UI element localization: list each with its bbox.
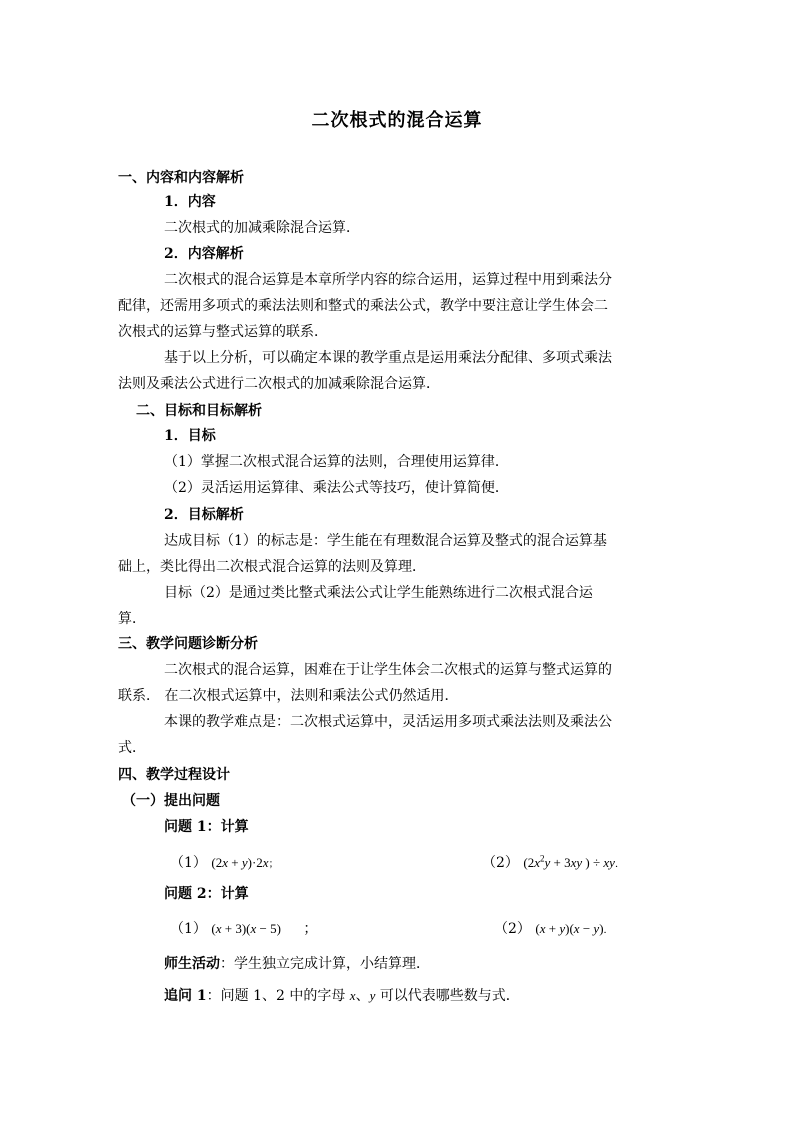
section-heading-2: 二、目标和目标解析 — [136, 403, 262, 419]
paragraph-line: 目标（2）是通过类比整式乘法公式让学生能熟练进行二次根式混合运 — [164, 585, 593, 601]
item-number: （2） — [482, 855, 519, 871]
question-1-label-text: 问题 1：计算 — [164, 819, 249, 835]
question-2-item-2: （2） (x + y)(x − y)． — [494, 921, 614, 937]
formula: (x + 3)(x − 5) — [211, 921, 281, 936]
question-2-label-text: 问题 2：计算 — [164, 886, 249, 902]
section-heading-4: 四、教学过程设计 — [118, 767, 230, 783]
goal-item-1: （1）掌握二次根式混合运算的法则，合理使用运算律． — [164, 454, 509, 470]
paragraph-line: 达成目标（1）的标志是：学生能在有理数混合运算及整式的混合运算基 — [164, 533, 607, 549]
item-number: （1） — [170, 921, 207, 937]
item-number: （1） — [170, 855, 207, 871]
paragraph-line: 本课的教学难点是：二次根式运算中，灵活运用多项式乘法法则及乘法公 — [164, 714, 612, 730]
follow-up-text-b: 可以代表哪些数与式． — [379, 988, 520, 1004]
paragraph-line: 础上，类比得出二次根式混合运算的法则及算理． — [118, 559, 426, 575]
formula: (x + y)(x − y) — [535, 921, 604, 936]
question-1-item-2: （2） ($2x^2y + 3xy$ ) ÷ xy． — [482, 853, 625, 871]
paragraph-line: 式． — [118, 740, 146, 756]
subheading-goal: 1．目标 — [164, 428, 216, 444]
goal-item-2: （2）灵活运用运算律、乘法公式等技巧，使计算简便． — [164, 480, 509, 496]
paragraph-line: 基于以上分析，可以确定本课的教学重点是运用乘法分配律、多项式乘法 — [164, 350, 612, 366]
section-heading-1: 一、内容和内容解析 — [118, 170, 244, 186]
paragraph-line: 二次根式的混合运算，困难在于让学生体会二次根式的运算与整式运算的 — [164, 662, 612, 678]
paragraph-line: 二次根式的混合运算是本章所学内容的综合运用，运算过程中用到乘法分 — [164, 272, 612, 288]
subheading-goal-analysis: 2．目标解析 — [164, 507, 244, 523]
teacher-student-activity — [164, 954, 430, 974]
item-number: （2） — [494, 921, 531, 937]
paragraph-line: 配律，还需用多项式的乘法法则和整式的乘法公式，教学中要注意让学生体会二 — [118, 298, 608, 314]
section-heading-3: 三、教学问题诊断分析 — [118, 636, 258, 652]
subheading-raise-question: （一）提出问题 — [122, 793, 220, 809]
question-1-label — [164, 817, 249, 837]
variable-y: y — [369, 988, 376, 1003]
subheading-content-analysis: 2．内容解析 — [164, 246, 244, 262]
activity-label: 师生活动 — [164, 956, 220, 972]
paragraph-line: 算． — [118, 611, 146, 627]
paragraph-line: 次根式的运算与整式运算的联系． — [118, 324, 328, 340]
separator: 、 — [355, 988, 370, 1004]
question-1-item-1: （1） (2x + y)·2x； — [170, 855, 279, 871]
paragraph-line: 法则及乘法公式进行二次根式的加减乘除混合运算． — [118, 376, 440, 392]
activity-text: ：学生独立完成计算，小结算理． — [220, 956, 430, 972]
follow-up-text-a: ：问题 1、2 中的字母 — [206, 988, 346, 1004]
document-title: 二次根式的混合运算 — [311, 110, 483, 131]
paragraph-line: 联系． 在二次根式运算中，法则和乘法公式仍然适用． — [118, 688, 459, 704]
formula: ($2x^2y + 3xy$ ) ÷ xy — [523, 853, 615, 870]
question-2-item-1: （1） (x + 3)(x − 5) ； — [170, 921, 318, 937]
follow-up-label: 追问 1 — [164, 988, 207, 1004]
subheading-content: 1．内容 — [164, 194, 216, 210]
variable-x: x — [349, 988, 356, 1003]
paragraph: 二次根式的加减乘除混合运算． — [164, 220, 360, 236]
formula: (2x + y)·2x — [211, 855, 269, 870]
follow-up-question-1 — [164, 986, 520, 1006]
question-2-label — [164, 884, 249, 904]
